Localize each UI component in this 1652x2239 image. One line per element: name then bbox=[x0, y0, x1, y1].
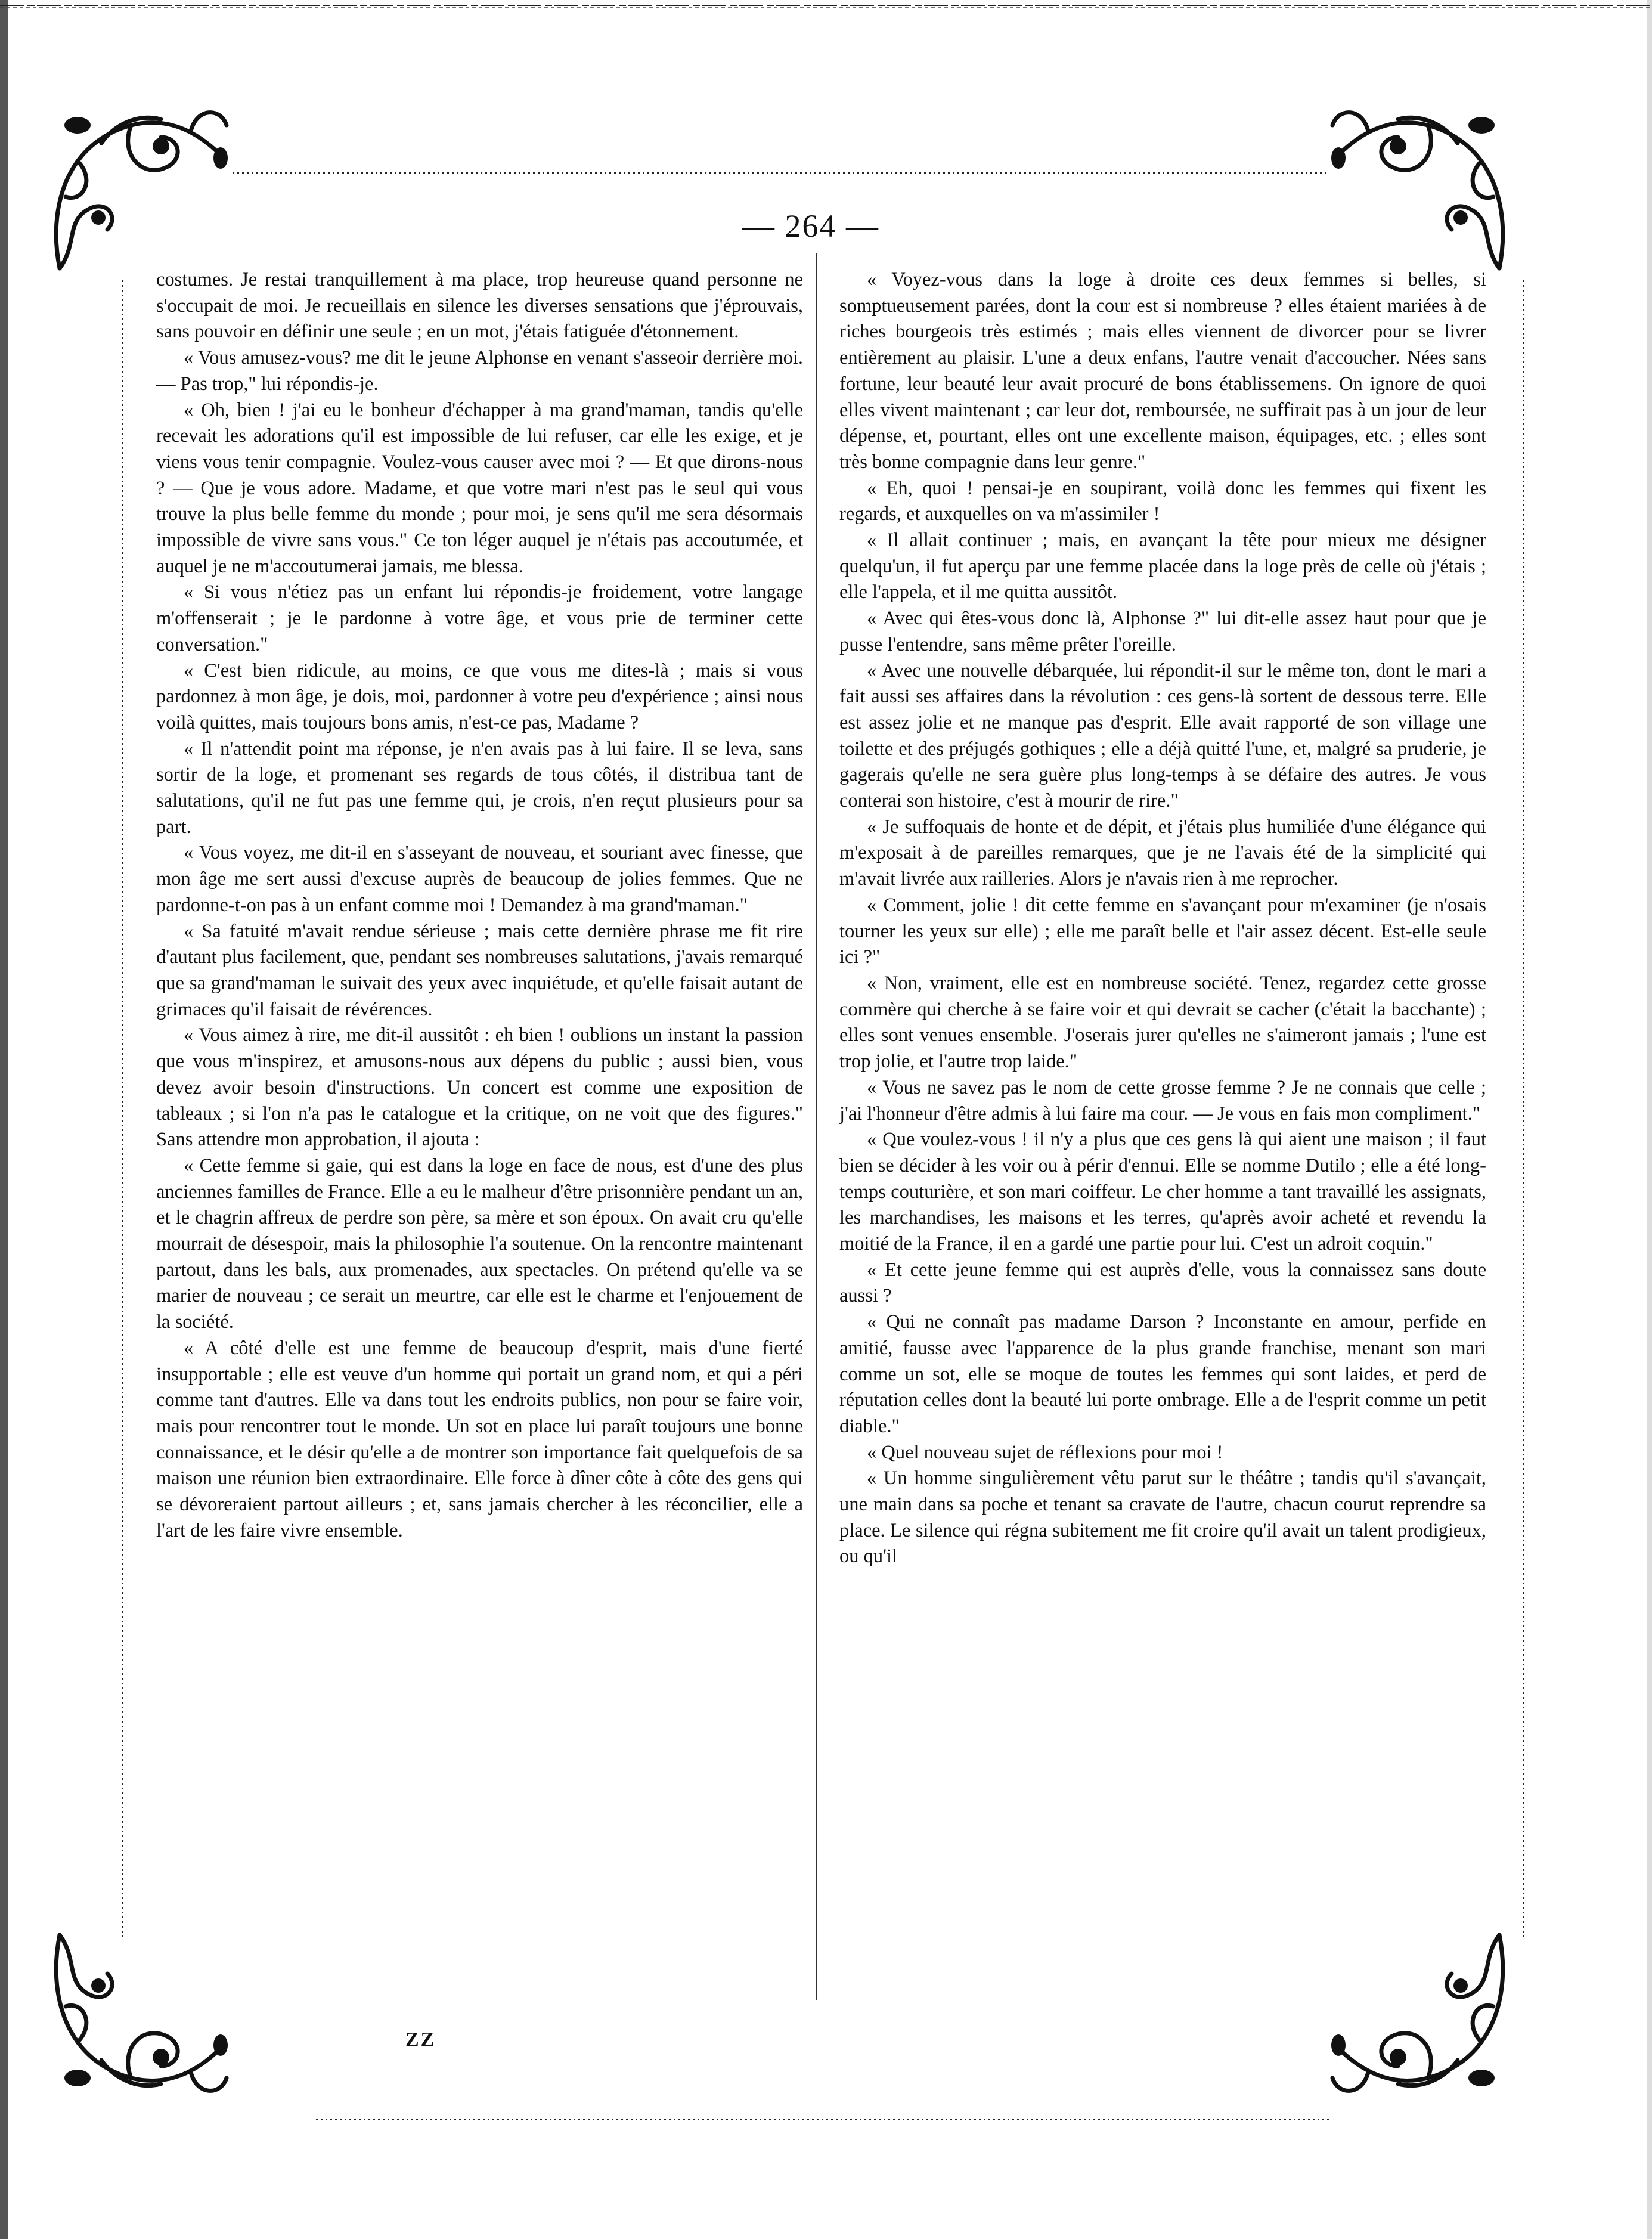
paragraph: costumes. Je restai tranquillement à ma place, trop heureuse quand personne ne s'occupait de moi. Je recueillais en silence les diverses sensations que j'éprouvais, sans pouvoir en définir une seule ; en un mot, j'étais fatiguée d'étonnement. bbox=[156, 269, 803, 343]
paragraph: « Sa fatuité m'avait rendue sérieuse ; mais cette dernière phrase me fit rire d'autant plus facilement, que, pendant ses nombreuses salutations, j'avais remarqué que sa grand'maman le suivait des yeux avec inquiétude, et qu'elle faisait autant de grimaces qu'il faisait de révérences. bbox=[156, 920, 803, 1020]
paragraph: « Que voulez-vous ! il n'y a plus que ces gens là qui aient une maison ; il faut bien se décider à les voir ou à périr d'ennui. Elle se nomme Dutilo ; elle a été long-temps couturière, et son mari coiffeur. Le cher homme a tant travaillé les assignats, les marchandises, les maisons et les terres, qu'après avoir acheté et revendu la moitié de la France, il en a gardé une partie pour lui. C'est un adroit coquin." bbox=[839, 1129, 1486, 1255]
column-divider bbox=[816, 253, 817, 2000]
paragraph: « Vous voyez, me dit-il en s'asseyant de nouveau, et souriant avec finesse, que mon âge me sert aussi d'excuse auprès de beaucoup de jolies femmes. Que ne pardonne-t-on pas à un enfant comme moi ! Demandez à ma grand'maman." bbox=[156, 842, 803, 916]
text-column-right bbox=[839, 267, 1486, 1570]
signature-mark: ZZ bbox=[405, 2029, 436, 2051]
paragraph: « Je suffoquais de honte et de dépit, et j'étais plus humiliée d'une élégance qui m'exposait à de pareilles remarques, que je ne l'avais été de la simplicité qui m'avait livrée aux railleries. Alors je n'avais rien à me reprocher. bbox=[839, 816, 1486, 890]
corner-ornament-bottom-right-icon bbox=[1321, 1917, 1517, 2114]
page-number: — 264 — bbox=[742, 208, 879, 244]
paragraph: « Voyez-vous dans la loge à droite ces deux femmes si belles, si somptueusement parées, dont la cour est si nombreuse ? elles étaient mariées à de riches bourgeois très estimés ; mais elles viennent de divorcer pour se livrer entièrement au plaisir. L'une a deux enfans, l'autre venait d'accoucher. Nées sans fortune, leur beauté leur avait procuré de bons établissemens. On ignore de quoi elles vivent maintenant ; car leur dot, remboursée, ne suffirait pas à un jour de leur dépense, et, pourtant, elles ont une excellente maison, équipages, etc. ; elles sont très bonne compagnie dans leur genre." bbox=[839, 269, 1486, 473]
paragraph: « Oh, bien ! j'ai eu le bonheur d'échapper à ma grand'maman, tandis qu'elle recevait les adorations qu'il est impossible de lui refuser, car elle les exige, et je viens vous tenir compagnie. Voulez-vous causer avec moi ? — Et que dirons-nous ? — Que je vous adore. Madame, et que votre mari n'est pas le seul qui vous trouve la plus belle femme du monde ; pour moi, je sens qu'il me sera désormais impossible de vivre sans vous." Ce ton léger auquel je n'étais pas accoutumée, et auquel je ne m'accoutumerai jamais, me blessa. bbox=[156, 399, 803, 577]
paragraph: « Il n'attendit point ma réponse, je n'en avais pas à lui faire. Il se leva, sans sortir de la loge, et promenant ses regards de tous côtés, il distribua tant de salutations, qu'il ne fut pas une femme qui, je crois, n'en reçut plusieurs pour sa part. bbox=[156, 738, 803, 838]
paragraph: « C'est bien ridicule, au moins, ce que vous me dites-là ; mais si vous pardonnez à mon âge, je dois, moi, pardonner à votre peu d'expérience ; ainsi nous voilà quittes, mais toujours bons amis, n'est-ce pas, Madame ? bbox=[156, 659, 803, 733]
paragraph: « Vous amusez-vous? me dit le jeune Alphonse en venant s'asseoir derrière moi. — Pas trop," lui répondis-je. bbox=[156, 347, 803, 395]
paragraph: « Quel nouveau sujet de réflexions pour moi ! bbox=[867, 1441, 1223, 1463]
text-column-left bbox=[156, 267, 803, 1544]
paragraph: « Qui ne connaît pas madame Darson ? Inconstante en amour, perfide en amitié, fausse avec l'apparence de la plus grande franchise, menant son mari comme un sot, elle se moque de toutes les femmes qui sont laides, et perd de réputation celles dont la beauté lui porte ombrage. Elle a de l'esprit comme un petit diable." bbox=[839, 1311, 1486, 1437]
paragraph: « Vous aimez à rire, me dit-il aussitôt : eh bien ! oublions un instant la passion que vous m'inspirez, et amusons-nous aux dépens du public ; aussi bien, vous devez avoir besoin d'instructions. Un concert est comme une exposition de tableaux ; si l'on n'a pas le catalogue et la critique, on ne voit que des figures." Sans attendre mon approbation, il ajouta : bbox=[156, 1024, 803, 1151]
paragraph: « Avec qui êtes-vous donc là, Alphonse ?" lui dit-elle assez haut pour que je pusse l'entendre, sans même prêter l'oreille. bbox=[839, 608, 1486, 655]
paragraph: « Il allait continuer ; mais, en avançant la tête pour mieux me désigner quelqu'un, il fut aperçu par une femme placée dans la loge près de celle où j'étais ; elle l'appela, et il me quitta aussitôt. bbox=[839, 529, 1486, 603]
paragraph: « Eh, quoi ! pensai-je en soupirant, voilà donc les femmes qui fixent les regards, et auxquelles on va m'assimiler ! bbox=[839, 477, 1486, 525]
corner-ornament-top-right-icon bbox=[1321, 89, 1517, 286]
corner-ornament-top-left-icon bbox=[42, 89, 238, 286]
paragraph: « Avec une nouvelle débarquée, lui répondit-il sur le même ton, dont le mari a fait aussi ses affaires dans la révolution : ces gens-là sortent de dessous terre. Elle est assez jolie et ne manque pas d'esprit. Elle avait rapporté de son village une toilette et des préjugés gothiques ; elle a déjà quitté l'une, et, malgré sa pruderie, je gagerais qu'elle ne sera guère plus long-temps à se défaire des autres. Je vous conterai son histoire, c'est à mourir de rire." bbox=[839, 659, 1486, 812]
paragraph: « Et cette jeune femme qui est auprès d'elle, vous la connaissez sans doute aussi ? bbox=[839, 1259, 1486, 1307]
paragraph: « Comment, jolie ! dit cette femme en s'avançant pour m'examiner (je n'osais tourner les yeux sur elle) ; elle me paraît belle et l'air assez décent. Est-elle seule ici ?" bbox=[839, 894, 1486, 968]
paragraph: « Si vous n'étiez pas un enfant lui répondis-je froidement, votre langage m'offenserait ; je le pardonne à votre âge, et vous prie de terminer cette conversation." bbox=[156, 581, 803, 655]
paragraph: « Un homme singulièrement vêtu parut sur le théâtre ; tandis qu'il s'avançait, une main dans sa poche et tenant sa cravate de l'autre, chacun courut reprendre sa place. Le silence qui régna subitement me fit croire qu'il avait un talent prodigieux, ou qu'il bbox=[839, 1467, 1486, 1568]
corner-ornament-bottom-left-icon bbox=[42, 1917, 238, 2114]
paragraph: « Vous ne savez pas le nom de cette grosse femme ? Je ne connais que celle ; j'ai l'honneur d'être admis à lui faire ma cour. — Je vous en fais mon compliment." bbox=[839, 1076, 1486, 1125]
paragraph: « A côté d'elle est une femme de beaucoup d'esprit, mais d'une fierté insupportable ; elle est veuve d'un homme qui portait un grand nom, et qui a péri comme tant d'autres. Elle va dans tout les endroits publics, non pour se faire voir, mais pour rencontrer tout le monde. Un sot en place lui paraît toujours une bonne connaissance, et le désir qu'elle a de montrer son importance fait quelquefois de sa maison une réunion bien extraordinaire. Elle force à dîner côte à côte des gens qui se dévoreraient partout ailleurs ; et, sans jamais chercher à les réconcilier, elle a l'art de les faire vivre ensemble. bbox=[156, 1337, 803, 1541]
paragraph: « Non, vraiment, elle est en nombreuse société. Tenez, regardez cette grosse commère qui cherche à se faire voir et qui devrait se cacher (c'était la bacchante) ; elles sont venues ensemble. J'oserais jurer qu'elles ne s'aimeront jamais ; l'une est trop jolie, et l'autre trop laide." bbox=[839, 972, 1486, 1073]
paragraph: « Cette femme si gaie, qui est dans la loge en face de nous, est d'une des plus anciennes familles de France. Elle a eu le malheur d'être prisonnière pendant un an, et le chagrin affreux de perdre son père, sa mère et son époux. On avait cru qu'elle mourrait de désespoir, mais la philosophie l'a soutenue. On la rencontre maintenant partout, dans les bals, aux promenades, aux spectacles. On prétend qu'elle va se marier de nouveau ; ce serait un meurtre, car elle est le charme et l'enjouement de la société. bbox=[156, 1154, 803, 1333]
